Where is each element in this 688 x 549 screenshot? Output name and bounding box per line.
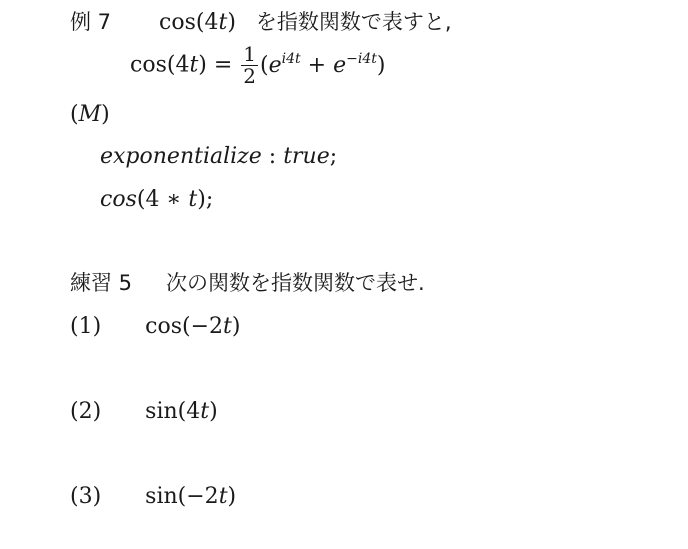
- formula-lhs: cos(4t) =: [130, 52, 233, 78]
- maxima-var: t: [188, 187, 198, 212]
- fraction-one-half: [241, 44, 258, 87]
- maxima-semicolon: ;: [329, 144, 338, 169]
- maxima-colon: :: [261, 144, 284, 169]
- maxima-value: true: [283, 144, 330, 169]
- exercise-item-1: [70, 316, 240, 338]
- exercise-text: 次の関数を指数関数で表せ.: [166, 271, 425, 295]
- formula-rhs: $(e^{i4t} + e^{-i4t})$: [260, 50, 386, 78]
- maxima-func: cos: [100, 187, 137, 212]
- maxima-end: );: [197, 187, 214, 212]
- fraction-denominator: 2: [243, 64, 257, 88]
- maxima-args: (4 ∗: [136, 187, 189, 212]
- exponent-1: i4t: [281, 50, 301, 67]
- exercise-item-3: [70, 486, 236, 508]
- maxima-line-2: [100, 189, 213, 211]
- exercise-label: 練習 5: [70, 271, 133, 295]
- item-expr: sin(−2t): [145, 484, 237, 509]
- example-expr: cos(4t): [159, 10, 236, 35]
- item-expr: cos(−2t): [145, 314, 241, 339]
- fraction-numerator: 1: [243, 42, 257, 66]
- maxima-line-1: [100, 146, 337, 168]
- item-number: (1): [70, 314, 102, 339]
- example-formula: [130, 44, 385, 87]
- example-text: を指数関数で表すと,: [255, 10, 452, 34]
- exercise-header: [70, 273, 425, 295]
- maxima-option: exponentialize: [100, 144, 262, 169]
- maxima-label: (M): [70, 102, 110, 127]
- item-expr: sin(4t): [145, 399, 218, 424]
- example-label: 例 7: [70, 10, 112, 34]
- item-number: (2): [70, 399, 102, 424]
- item-number: (3): [70, 484, 102, 509]
- example-header: [70, 12, 452, 34]
- exponent-2: −i4t: [346, 50, 377, 67]
- exercise-item-2: [70, 401, 218, 423]
